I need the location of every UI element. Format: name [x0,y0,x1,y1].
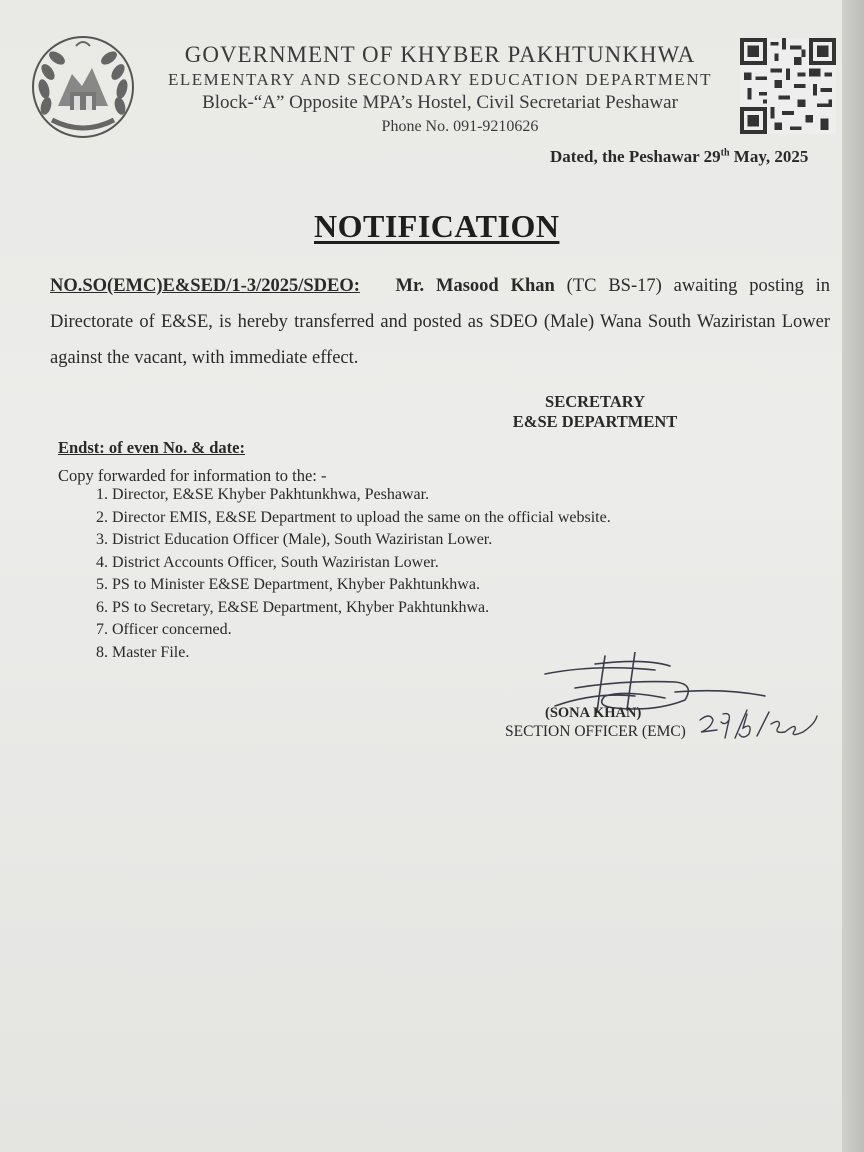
list-item: 6. PS to Secretary, E&SE Department, Khyber Pakhtunkhwa. [96,598,490,616]
government-seal-logo [30,34,136,140]
date-rest: May, 2025 [729,147,809,166]
list-item: 2. Director EMIS, E&SE Department to upload the same on the official website. [96,508,611,526]
list-item: 1. Director, E&SE Khyber Pakhtunkhwa, Peshawar. [96,486,430,503]
signatory-name: (SONA KHAN) [545,705,642,721]
notification-title: NOTIFICATION [314,208,560,244]
endorsement-heading: Endst: of even No. & date: [58,438,245,457]
qr-code-icon [740,38,836,134]
letterhead-government: GOVERNMENT OF KHYBER PAKHTUNKHWA [184,42,696,67]
officer-name: Mr. Masood Khan [395,276,555,296]
underlying-paper-edge [842,0,864,1152]
letterhead-phone: Phone No. 091-9210626 [381,118,539,135]
secretary-block [500,392,690,432]
date-prefix: Dated, the Peshawar 29 [550,147,721,166]
reference-number: NO.SO(EMC)E&SED/1-3/2025/SDEO: [50,276,360,296]
date-line [550,147,808,167]
list-item: 7. Officer concerned. [96,621,232,638]
list-item: 8. Master File. [96,643,190,661]
letterhead-address: Block-“A” Opposite MPA’s Hostel, Civil Secretariat Peshawar [202,92,678,113]
copy-recipients-list [96,484,611,664]
list-item: 4. District Accounts Officer, South Waziristan Lower. [96,553,439,571]
notification-text: (TC BS-17) awaiting posting in Directorate of E&SE, is hereby transferred and posted as SDEO (Male) Wana South Waziristan Lower against the vacant, with immediate effect. [50,276,830,368]
letterhead-department: ELEMENTARY AND SECONDARY EDUCATION DEPARTMENT [168,70,712,89]
secretary-department: E&SE DEPARTMENT [512,412,678,431]
letterhead [150,42,730,136]
date-ordinal: th [720,147,730,159]
notification-body [50,268,830,376]
list-item: 3. District Education Officer (Male), South Waziristan Lower. [96,531,493,548]
list-item: 5. PS to Minister E&SE Department, Khyber Pakhtunkhwa. [96,576,480,593]
signatory-designation: SECTION OFFICER (EMC) [505,723,686,740]
secretary-title: SECRETARY [545,392,645,411]
copy-forwarded-intro: Copy forwarded for information to the: - [58,466,327,485]
